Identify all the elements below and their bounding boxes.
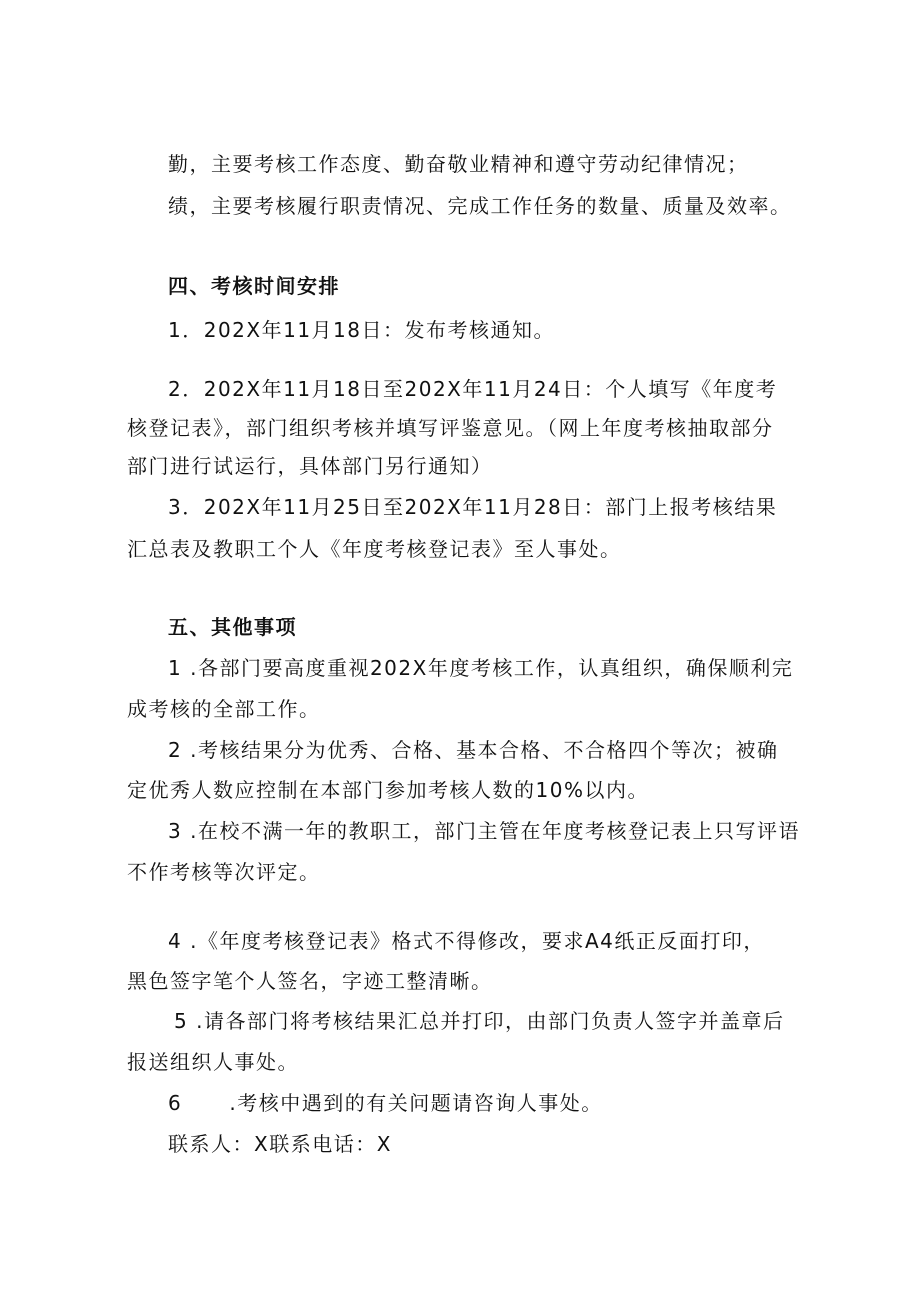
schedule-item-2-line-2: 核登记表》，部门组织考核并填写评鉴意见。（网上年度考核抽取部分 xyxy=(127,416,774,440)
other-item-3-line-2: 不作考核等次评定。 xyxy=(127,860,321,884)
other-item-5-line-1: 5 .请各部门将考核结果汇总并打印，由部门负责人签字并盖章后 xyxy=(174,1009,785,1033)
other-item-3-line-1: 3 .在校不满一年的教职工，部门主管在年度考核登记表上只写评语 xyxy=(168,819,800,843)
text-line-attendance: 勤，主要考核工作态度、勤奋敬业精神和遵守劳动纪律情况； xyxy=(168,152,749,176)
other-item-6: 6 .考核中遇到的有关问题请咨询人事处。 xyxy=(168,1091,603,1115)
other-item-1-line-1: 1 .各部门要高度重视202X年度考核工作，认真组织，确保顺利完 xyxy=(168,656,794,680)
other-item-2-line-2: 定优秀人数应控制在本部门参加考核人数的10%以内。 xyxy=(127,778,649,802)
contact-line: 联系人：X联系电话：X xyxy=(168,1132,392,1156)
schedule-item-2-line-3: 部门进行试运行，具体部门另行通知） xyxy=(127,454,493,478)
schedule-item-1: 1．202X年11月18日：发布考核通知。 xyxy=(168,318,555,342)
other-item-1-line-2: 成考核的全部工作。 xyxy=(127,697,321,721)
other-item-5-line-2: 报送组织人事处。 xyxy=(127,1050,299,1074)
section-heading-other-matters: 五、其他事项 xyxy=(168,615,297,639)
other-item-2-line-1: 2 .考核结果分为优秀、合格、基本合格、不合格四个等次；被确 xyxy=(168,738,779,762)
schedule-item-3-line-2: 汇总表及教职工个人《年度考核登记表》至人事处。 xyxy=(127,537,622,561)
other-item-4-line-2: 黑色签字笔个人签名，字迹工整清晰。 xyxy=(127,969,493,993)
other-item-4-line-1: 4 .《年度考核登记表》格式不得修改，要求A4纸正反面打印， xyxy=(168,929,765,953)
schedule-item-2-line-1: 2．202X年11月18日至202X年11月24日：个人填写《年度考 xyxy=(168,377,778,401)
section-heading-schedule: 四、考核时间安排 xyxy=(168,274,340,298)
schedule-item-3-line-1: 3．202X年11月25日至202X年11月28日：部门上报考核结果 xyxy=(168,495,778,519)
text-line-performance: 绩，主要考核履行职责情况、完成工作任务的数量、质量及效率。 xyxy=(168,194,792,218)
